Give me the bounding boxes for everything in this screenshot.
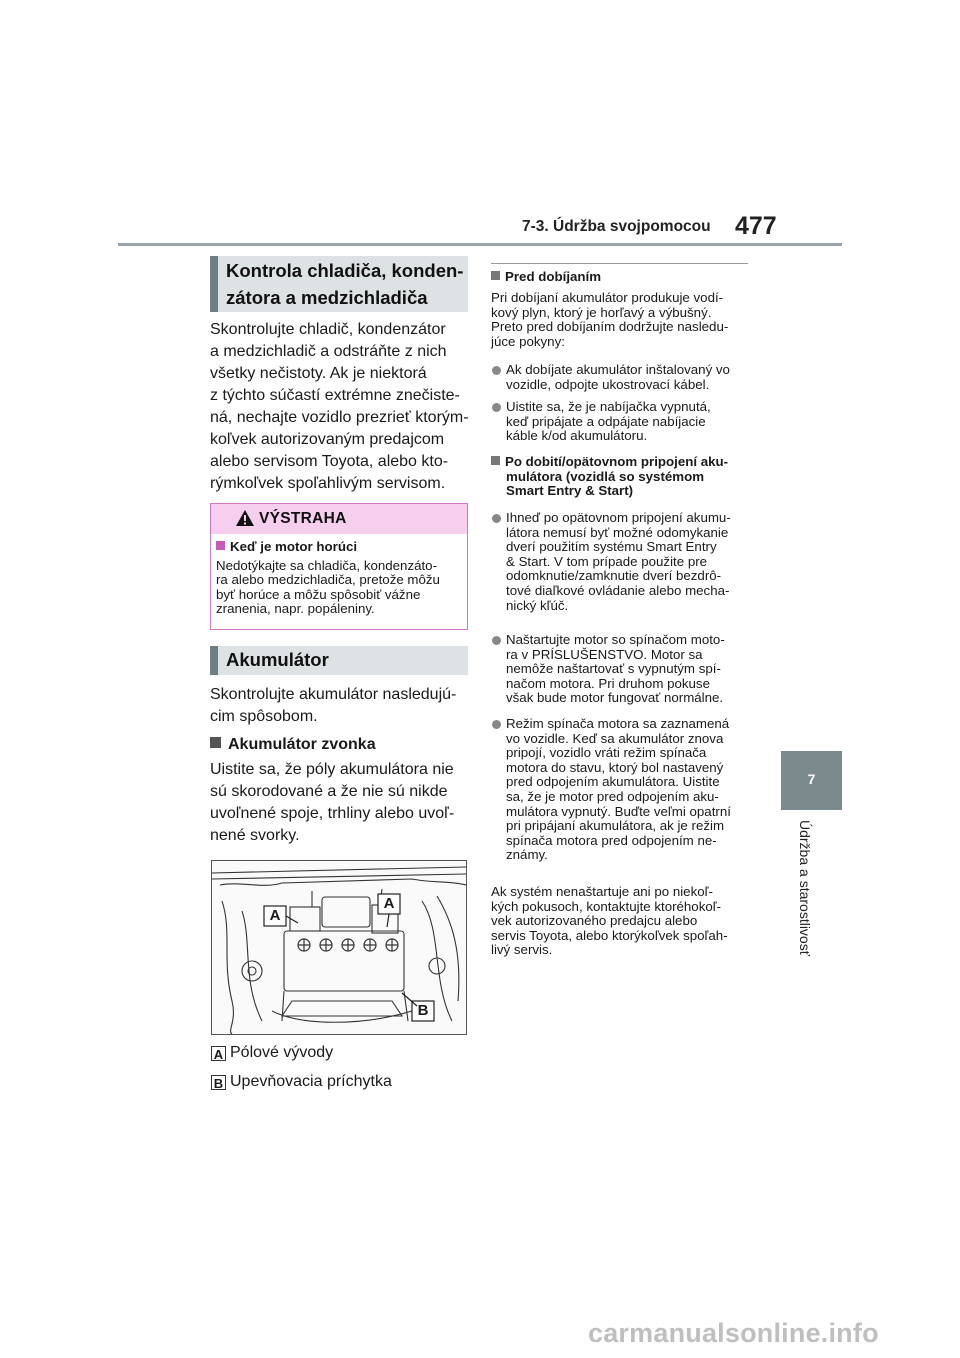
text-line: sa, že je motor pred odpojením aku- (506, 788, 719, 804)
bullet-text (506, 511, 751, 613)
warning-title: VÝSTRAHA (259, 510, 347, 527)
text-line: dverí použitím systému Smart Entry (506, 539, 717, 555)
subhead-text: Smart Entry & Start) (506, 483, 634, 499)
text-line: tové diaľkové ovládanie alebo mecha- (506, 582, 730, 598)
chapter-side-label (797, 820, 817, 990)
bullet-dot-icon (492, 514, 501, 523)
watermark: carmanualsonline.info (588, 1318, 879, 1348)
text-line: látora nemusí byť možné odomykanie (506, 524, 729, 540)
text-line: Preto pred dobíjaním dodržujte nasledu- (491, 319, 729, 335)
battery-illustration (211, 860, 467, 1035)
section-heading-radiator (210, 256, 468, 312)
text-line: z týchto súčastí extrémne znečiste- (210, 387, 460, 404)
text-line: koľvek autorizovaným predajcom (210, 431, 445, 448)
text-line: pred odpojením akumulátora. Uistite (506, 774, 720, 790)
bullet-text (506, 633, 751, 706)
figure-label-a: A (269, 907, 281, 924)
text-line: servis Toyota, alebo ktorýkoľvek spoľah- (491, 927, 728, 943)
text-line: Uistite sa, že je nabíjačka vypnutá, (506, 399, 711, 414)
text-line: Ak dobíjate akumulátor inštalovaný vo (506, 362, 730, 377)
text-line: však bude motor fungovať normálne. (506, 690, 724, 706)
text-line: mulátora vypnutý. Buďte veľmi opatrní (506, 803, 731, 819)
legend-text: Upevňovacia príchytka (230, 1073, 392, 1090)
text-line: vozidle, odpojte ukostrovací kábel. (506, 376, 710, 392)
square-bullet-icon (491, 456, 500, 465)
square-bullet-icon (216, 541, 225, 550)
bullet-dot-icon (492, 636, 501, 645)
square-bullet-icon (210, 737, 221, 748)
text-line: Nedotýkajte sa chladiča, kondenzáto- (216, 557, 438, 573)
text-line: byť horúce a môžu spôsobiť vážne (216, 586, 421, 602)
text-line: pri pripájaní akumulátora, ak je režim (506, 818, 725, 834)
text-line: kový plyn, ktorý je horľavý a výbušný. (491, 304, 712, 320)
text-line: Skontrolujte akumulátor nasledujú- (210, 686, 457, 703)
text-line: keď pripájate a odpájate nabíjacie (506, 413, 706, 429)
text-line: ra v PRÍSLUŠENSTVO. Motor sa (506, 646, 703, 662)
text-line: uvoľnené spoje, trhliny alebo uvoľ- (210, 805, 455, 822)
subhead-text: Akumulátor zvonka (228, 736, 376, 753)
figure-label-b: B (417, 1002, 429, 1019)
bullet-dot-icon (492, 403, 501, 412)
legend-text: Pólové vývody (230, 1044, 334, 1061)
chapter-number: 7 (807, 771, 816, 787)
text-line: Ihneď po opätovnom pripojení akumu- (506, 510, 731, 525)
page-number: 477 (735, 212, 777, 240)
service-paragraph (491, 885, 753, 958)
chapter-title: Údržba a starostlivosť (797, 820, 813, 956)
text-line: zranenia, napr. popáleniny. (216, 601, 375, 617)
legend-key: A (211, 1046, 226, 1061)
text-line: načom motora. Pri druhom pokuse (506, 675, 710, 691)
warning-subhead (216, 540, 466, 555)
text-line: Ak systém nenaštartuje ani po niekoľ- (491, 884, 713, 899)
bullet-dot-icon (492, 720, 501, 729)
section-header: 7-3. Údržba svojpomocou (522, 218, 711, 235)
subhead-text: mulátora (vozidlá so systémom (506, 468, 705, 484)
bullet-dot-icon (492, 366, 501, 375)
text-line: vek autorizovaného predajcu alebo (491, 913, 698, 929)
warning-header (211, 504, 467, 534)
section-heading-battery (210, 646, 468, 675)
section-title: Akumulátor (226, 649, 329, 670)
text-line: motora do stavu, ktorý bol nastavený (506, 759, 724, 775)
right-subhead (491, 270, 601, 285)
bullet-text (506, 400, 751, 444)
text-line: júce pokyny: (491, 333, 565, 349)
text-line: vo vozidle. Keď sa akumulátor znova (506, 730, 724, 746)
warning-triangle-icon (235, 509, 255, 527)
section-title-line2: zátora a medzichladiča (226, 287, 428, 308)
text-line: odomknutie/zamknutie dverí bezdrô- (506, 568, 722, 584)
legend-key: B (211, 1075, 226, 1090)
text-line: káble k/od akumulátoru. (506, 428, 648, 444)
radiator-paragraph (210, 319, 472, 495)
column-divider (491, 263, 748, 264)
text-line: známy. (506, 847, 548, 863)
text-line: sú skorodované a že nie sú nikde (210, 783, 448, 800)
bullet-text (506, 717, 751, 863)
chapter-tab[interactable] (781, 751, 842, 810)
battery-check-paragraph (210, 759, 472, 847)
subhead-text: Po dobití/opätovnom pripojení aku- (505, 454, 729, 469)
text-line: a medzichladič a odstráňte z nich (210, 343, 447, 360)
battery-subhead (210, 734, 376, 756)
right-subhead (491, 455, 753, 499)
bullet-text (506, 363, 751, 392)
text-line: livý servis. (491, 942, 553, 958)
warning-subhead-text: Keď je motor horúci (230, 539, 358, 554)
text-line: Skontrolujte chladič, kondenzátor (210, 321, 446, 338)
text-line: rýmkoľvek spoľahlivým servisom. (210, 475, 446, 492)
text-line: pripojí, vozidlo vráti režim spínača (506, 745, 707, 761)
text-line: Naštartujte motor so spínačom moto- (506, 632, 725, 647)
text-line: nemôže naštartovať s vypnutým spí- (506, 661, 721, 677)
legend-item (211, 1071, 392, 1093)
text-line: ra alebo medzichladiča, pretože môžu (216, 572, 440, 588)
text-line: Pri dobíjaní akumulátor produkuje vodí- (491, 290, 724, 305)
section-title-line1: Kontrola chladiča, konden- (226, 260, 464, 281)
subhead-text: Pred dobíjaním (505, 269, 602, 284)
text-line: & Start. V tom prípade použite pre (506, 553, 708, 569)
square-bullet-icon (491, 271, 500, 280)
text-line: nené svorky. (210, 827, 300, 844)
legend-item (211, 1042, 333, 1064)
text-line: spínača motora pred odpojením ne- (506, 832, 717, 848)
charging-intro (491, 291, 753, 349)
text-line: alebo servisom Toyota, alebo kto- (210, 453, 449, 470)
text-line: cim spôsobom. (210, 708, 318, 725)
text-line: všetky nečistoty. Ak je niektorá (210, 365, 427, 382)
figure-label-a: A (383, 895, 395, 912)
warning-content (216, 540, 466, 617)
text-line: ná, nechajte vozidlo prezrieť ktorým- (210, 409, 469, 426)
text-line: nický kľúč. (506, 597, 569, 613)
warning-box (210, 503, 468, 630)
header-divider (118, 243, 842, 246)
battery-paragraph (210, 684, 472, 728)
text-line: kých pokusoch, kontaktujte ktoréhokoľ- (491, 898, 722, 914)
text-line: Režim spínača motora sa zaznamená (506, 716, 730, 731)
text-line: Uistite sa, že póly akumulátora nie (210, 761, 454, 778)
